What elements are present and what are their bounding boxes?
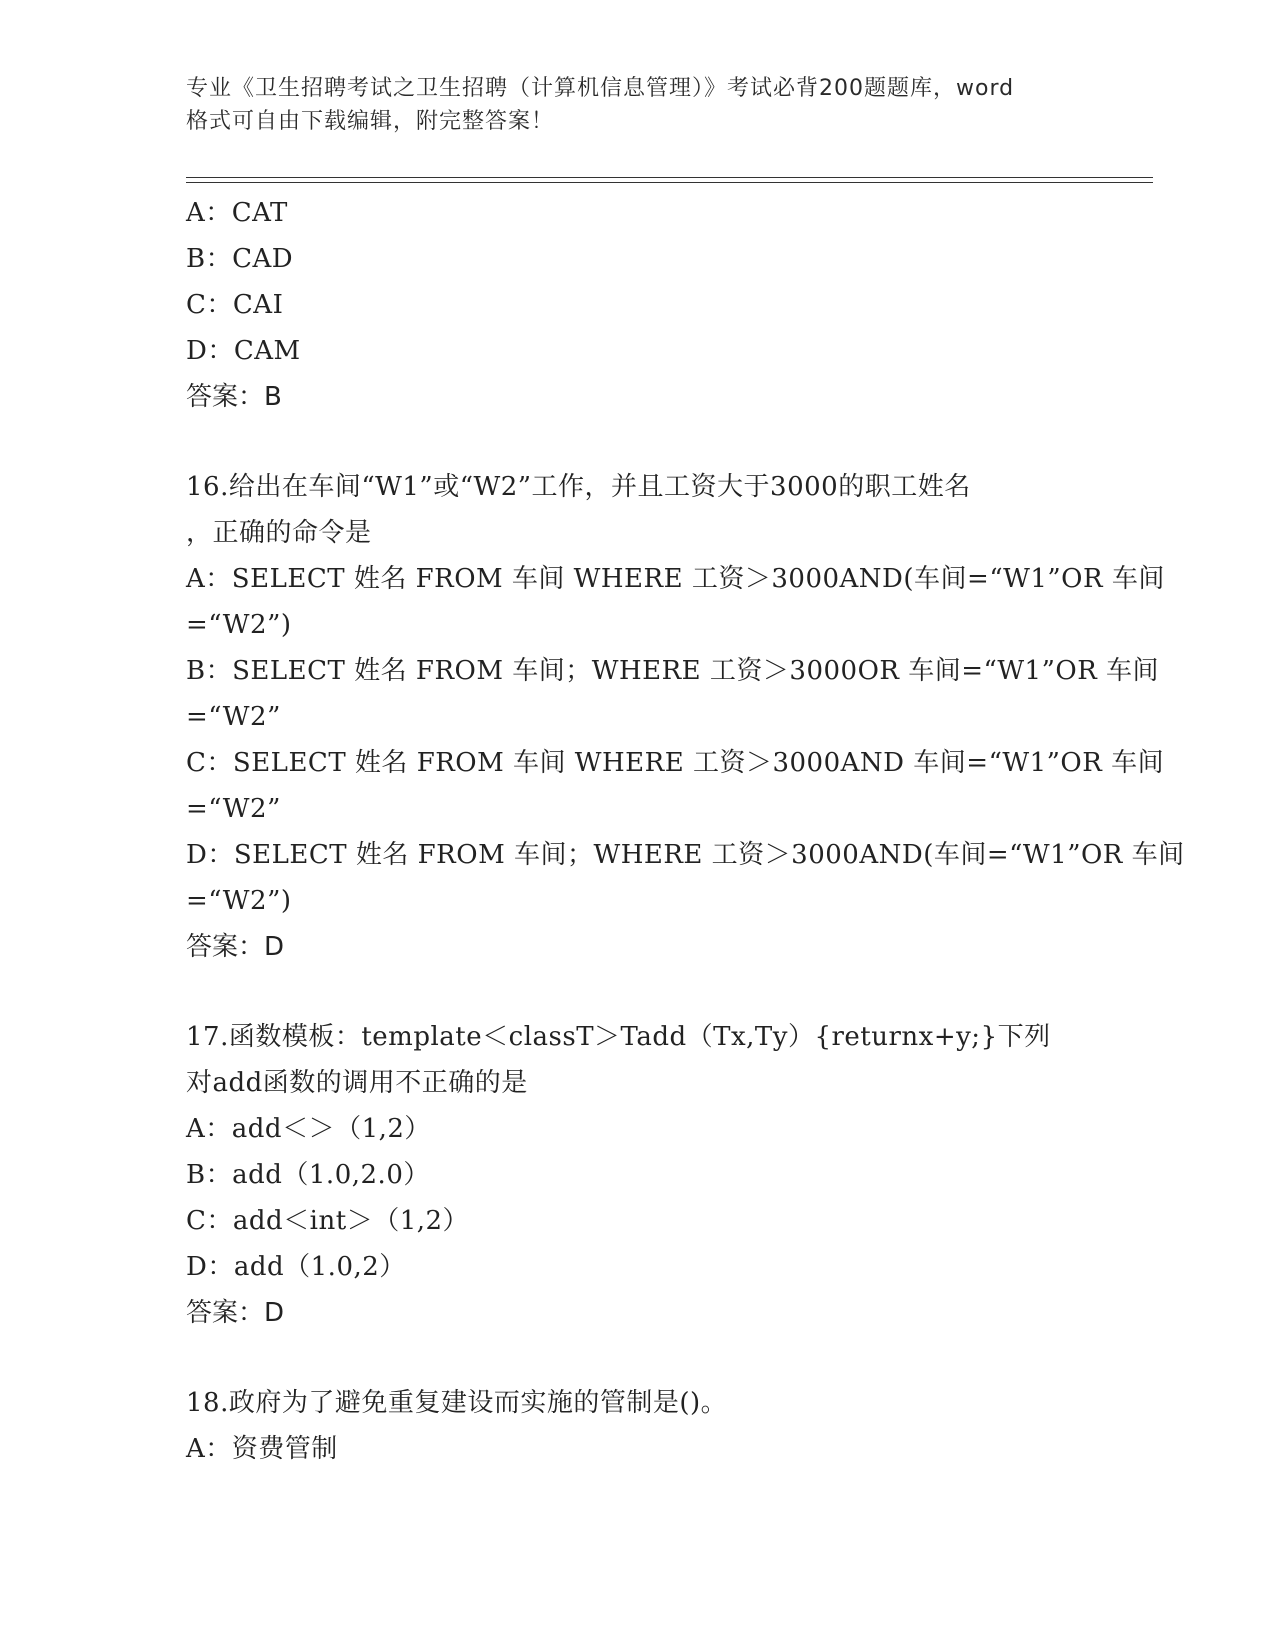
spacer: [186, 1336, 1086, 1380]
option-a: A：资费管制: [186, 1434, 338, 1464]
option-a: A：add＜＞（1,2）: [186, 1114, 431, 1144]
option-c: C：CAI: [186, 290, 284, 320]
option-b-line-1: B：SELECT 姓名 FROM 车间；WHERE 工资＞3000OR 车间=“W1”OR 车间: [186, 656, 1160, 686]
question-15: [186, 190, 1086, 420]
option-c: C：add＜int＞（1,2）: [186, 1206, 470, 1236]
option-a: A：CAT: [186, 198, 288, 228]
option-c-line-1: C：SELECT 姓名 FROM 车间 WHERE 工资＞3000AND 车间=“W1”OR 车间: [186, 748, 1165, 778]
question-stem-line-1: 17.函数模板：template＜classT＞Tadd（Tx,Ty）{returnx+y;}下列: [186, 1022, 1051, 1052]
answer: 答案：B: [186, 382, 282, 412]
question-stem-line-2: 对add函数的调用不正确的是: [186, 1068, 528, 1098]
option-b: B：add（1.0,2.0）: [186, 1160, 430, 1190]
question-stem: 18.政府为了避免重复建设而实施的管制是()。: [186, 1388, 728, 1418]
document-header: [186, 72, 1086, 138]
question-17: [186, 1014, 1086, 1336]
header-divider-top: [186, 177, 1153, 178]
spacer: [186, 420, 1086, 464]
question-stem-line-2: ，正确的命令是: [186, 518, 372, 548]
spacer: [186, 970, 1086, 1014]
option-d: D：add（1.0,2）: [186, 1252, 406, 1282]
header-divider-bottom: [186, 182, 1153, 183]
option-c-line-2: =“W2”: [186, 794, 281, 824]
question-content: [186, 190, 1185, 1472]
answer: 答案：D: [186, 1298, 285, 1328]
option-b: B：CAD: [186, 244, 294, 274]
question-stem-line-1: 16.给出在车间“W1”或“W2”工作，并且工资大于3000的职工姓名: [186, 472, 971, 502]
header-title-line-1: 专业《卫生招聘考试之卫生招聘（计算机信息管理）》考试必背200题题库，word: [186, 76, 1015, 101]
option-d-line-2: =“W2”): [186, 886, 292, 916]
option-d-line-1: D：SELECT 姓名 FROM 车间；WHERE 工资＞3000AND(车间=“W1”OR 车间: [186, 840, 1185, 870]
question-16: [186, 464, 1185, 970]
header-title-line-2: 格式可自由下载编辑，附完整答案！: [186, 109, 555, 134]
option-a-line-2: =“W2”): [186, 610, 292, 640]
option-a-line-1: A：SELECT 姓名 FROM 车间 WHERE 工资＞3000AND(车间=“W1”OR 车间: [186, 564, 1165, 594]
question-18: [186, 1380, 1086, 1472]
option-b-line-2: =“W2”: [186, 702, 281, 732]
answer: 答案：D: [186, 932, 285, 962]
option-d: D：CAM: [186, 336, 301, 366]
